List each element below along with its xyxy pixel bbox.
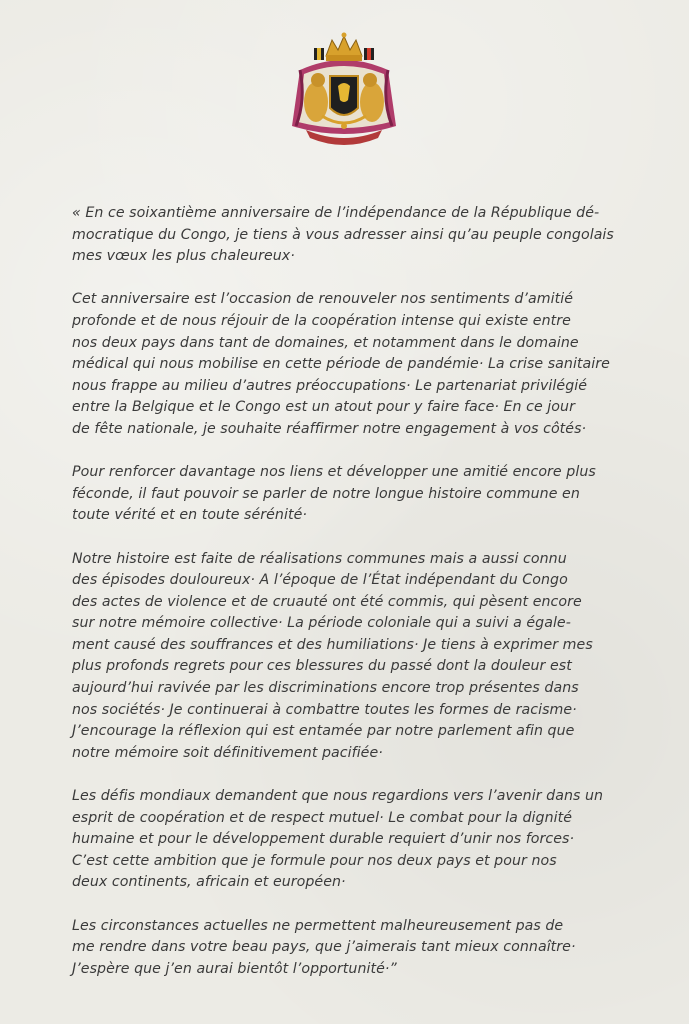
letter-line: mes vœux les plus chaleureux· (72, 248, 295, 265)
letter-line: deux continents, africain et européen· (72, 874, 346, 891)
letter-paragraph (72, 203, 632, 268)
letter-line: esprit de coopération et de respect mutuel· Le combat pour la dignité (72, 809, 572, 826)
letter-line: toute vérité et en toute sérénité· (72, 507, 307, 524)
letter-line: Notre histoire est faite de réalisations communes mais a aussi connu (72, 550, 567, 567)
letter-paragraph (72, 916, 632, 981)
letter-line: humaine et pour le développement durable requiert d’unir nos forces· (72, 831, 575, 848)
letter-line: « En ce soixantième anniversaire de l’indépendance de la République dé- (72, 205, 600, 221)
letter-line: J’espère que j’en aurai bientôt l’opportunité·” (72, 960, 397, 977)
letter-line: ment causé des souffrances et des humiliations· Je tiens à exprimer mes (72, 636, 593, 653)
letter-line: sur notre mémoire collective· La période coloniale qui a suivi a égale- (72, 615, 571, 632)
letter-line: notre mémoire soit définitivement pacifiée· (72, 744, 383, 761)
royal-coat-of-arms-icon (286, 30, 402, 154)
letter-line: féconde, il faut pouvoir se parler de notre longue histoire commune en (72, 485, 580, 502)
letter-line: entre la Belgique et le Congo est un atout pour y faire face· En ce jour (72, 399, 575, 416)
letter-line: plus profonds regrets pour ces blessures du passé dont la douleur est (72, 658, 572, 675)
letter-line: C’est cette ambition que je formule pour nos deux pays et pour nos (72, 852, 557, 869)
letter-line: des épisodes douloureux· A l’époque de l’État indépendant du Congo (72, 572, 568, 589)
letter-paragraph (72, 462, 632, 527)
letter-line: me rendre dans votre beau pays, que j’aimerais tant mieux connaître· (72, 939, 576, 956)
letter-line: nos sociétés· Je continuerai à combattre toutes les formes de racisme· (72, 701, 577, 718)
letter-paragraph (72, 549, 632, 765)
letter-line: nous frappe au milieu d’autres préoccupations· Le partenariat privilégié (72, 377, 588, 394)
letter-line: mocratique du Congo, je tiens à vous adresser ainsi qu’au peuple congolais (72, 226, 614, 243)
letter-line: Les circonstances actuelles ne permettent malheureusement pas de (72, 917, 564, 934)
letter-line: profonde et de nous réjouir de la coopération intense qui existe entre (72, 312, 571, 329)
letter-line: de fête nationale, je souhaite réaffirmer notre engagement à vos côtés· (72, 420, 587, 437)
letter-line: Cet anniversaire est l’occasion de renouveler nos sentiments d’amitié (72, 291, 573, 308)
letter-line: J’encourage la réflexion qui est entamée par notre parlement afin que (72, 723, 575, 740)
letter-line: Pour renforcer davantage nos liens et développer une amitié encore plus (72, 464, 596, 481)
letter-body (72, 203, 632, 1002)
letter-line: aujourd’hui ravivée par les discriminations encore trop présentes dans (72, 680, 579, 697)
letter-line: Les défis mondiaux demandent que nous regardions vers l’avenir dans un (72, 788, 604, 805)
letter-paragraph (72, 786, 632, 894)
letter-line: médical qui nous mobilise en cette période de pandémie· La crise sanitaire (72, 356, 610, 373)
letter-line: nos deux pays dans tant de domaines, et notamment dans le domaine (72, 334, 579, 351)
letter-paragraph (72, 289, 632, 440)
letter-line: des actes de violence et de cruauté ont été commis, qui pèsent encore (72, 593, 582, 610)
